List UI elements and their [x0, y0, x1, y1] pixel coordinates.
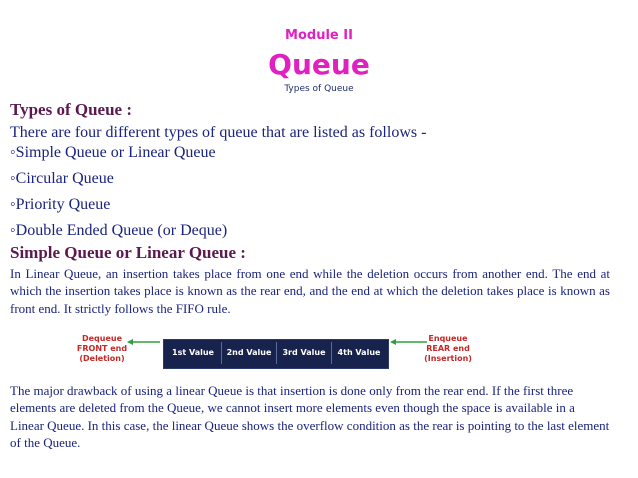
dequeue-label-line2: FRONT end: [76, 344, 128, 353]
types-list-item-circular: ◦Circular Queue: [10, 170, 114, 187]
queue-cell-2: 2nd Value: [226, 348, 272, 357]
queue-cell-3: 3rd Value: [282, 348, 326, 357]
module-label: Module II: [285, 28, 353, 43]
dequeue-label-line1: Dequeue: [81, 334, 123, 343]
page-subtitle: Types of Queue: [284, 84, 354, 94]
drawback-paragraph: The major drawback of using a linear Queue is that insertion is done only from the rear end. If the first three elements are deleted from the Queue, we cannot insert more elements even though the space is available in a Linear Queue. In this case, the linear Queue shows the overflow condition as the rear is pointing to the last element of the Queue.: [10, 383, 610, 451]
simple-queue-heading: Simple Queue or Linear Queue :: [10, 243, 246, 262]
enqueue-label: [418, 334, 478, 364]
queue-cell-4: 4th Value: [337, 348, 381, 357]
types-list-item-simple: ◦Simple Queue or Linear Queue: [10, 144, 216, 161]
simple-queue-paragraph: In Linear Queue, an insertion takes place from one end while the deletion occurs from another end. The end at which the insertion takes place is known as the rear end, and the end at which the deletion takes place is known as front end. It strictly follows the FIFO rule.: [10, 266, 610, 316]
queue-cell-1: 1st Value: [172, 348, 214, 357]
enqueue-label-line1: Enqueue: [428, 334, 468, 343]
page-title: Queue: [268, 48, 370, 81]
front-arrow: [127, 339, 160, 345]
enqueue-label-line3: (Insertion): [424, 354, 472, 363]
enqueue-label-line2: REAR end: [426, 344, 470, 353]
types-list-item-priority: ◦Priority Queue: [10, 196, 111, 213]
dequeue-label-line3: (Deletion): [79, 354, 125, 363]
types-intro: There are four different types of queue that are listed as follows -: [10, 124, 427, 141]
types-heading: Types of Queue :: [10, 100, 132, 119]
types-list-item-deque: ◦Double Ended Queue (or Deque): [10, 222, 228, 239]
